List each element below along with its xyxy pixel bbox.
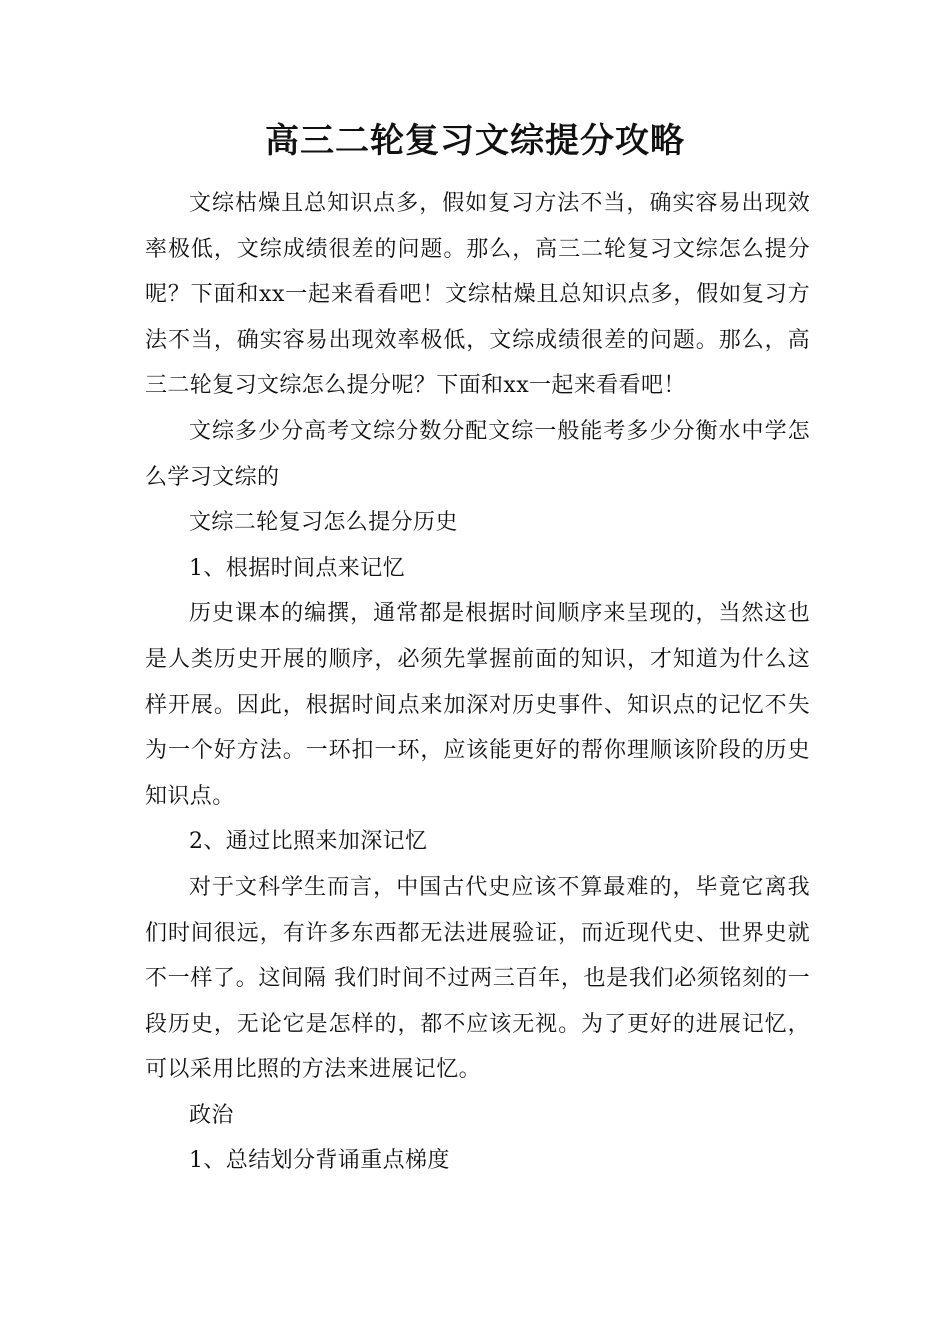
subheading-timeline: 1、根据时间点来记忆 <box>189 555 405 581</box>
subheading-comparison: 2、通过比照来加深记忆 <box>189 829 428 855</box>
subheading-summary: 1、总结划分背诵重点梯度 <box>189 1148 450 1174</box>
keywords-paragraph: 文综多少分高考文综分数分配文综一般能考多少分衡水中学怎么学习文综的 <box>145 418 810 490</box>
timeline-paragraph: 历史课本的编撰，通常都是根据时间顺序来呈现的，当然这也是人类历史开展的顺序，必须先掌握前面的知识，才知道为什么这样开展。因此，根据时间点来加深对历史事件、知识点的记忆不失为一个好方法。一环扣一环，应该能更好的帮你理顺该阶段的历史知识点。 <box>145 601 810 809</box>
document-body <box>145 181 810 1184</box>
section-heading-politics: 政治 <box>189 1102 234 1128</box>
intro-paragraph: 文综枯燥且总知识点多，假如复习方法不当，确实容易出现效率极低，文综成绩很差的问题。那么，高三二轮复习文综怎么提分呢？下面和xx一起来看看吧！文综枯燥且总知识点多，假如复习方法不当，确实容易出现效率极低，文综成绩很差的问题。那么，高三二轮复习文综怎么提分呢？下面和xx一起来看看吧！ <box>145 191 810 399</box>
document-title: 高三二轮复习文综提分攻略 <box>265 121 685 161</box>
comparison-paragraph: 对于文科学生而言，中国古代史应该不算最难的，毕竟它离我们时间很远，有许多东西都无法进展验证，而近现代史、世界史就不一样了。这间隔 我们时间不过两三百年，也是我们必须铭刻的一段历史，无论它是怎样的，都不应该无视。为了更好的进展记忆，可以采用比照的方法来进展记忆。 <box>145 874 810 1083</box>
section-heading-history: 文综二轮复习怎么提分历史 <box>189 510 458 536</box>
